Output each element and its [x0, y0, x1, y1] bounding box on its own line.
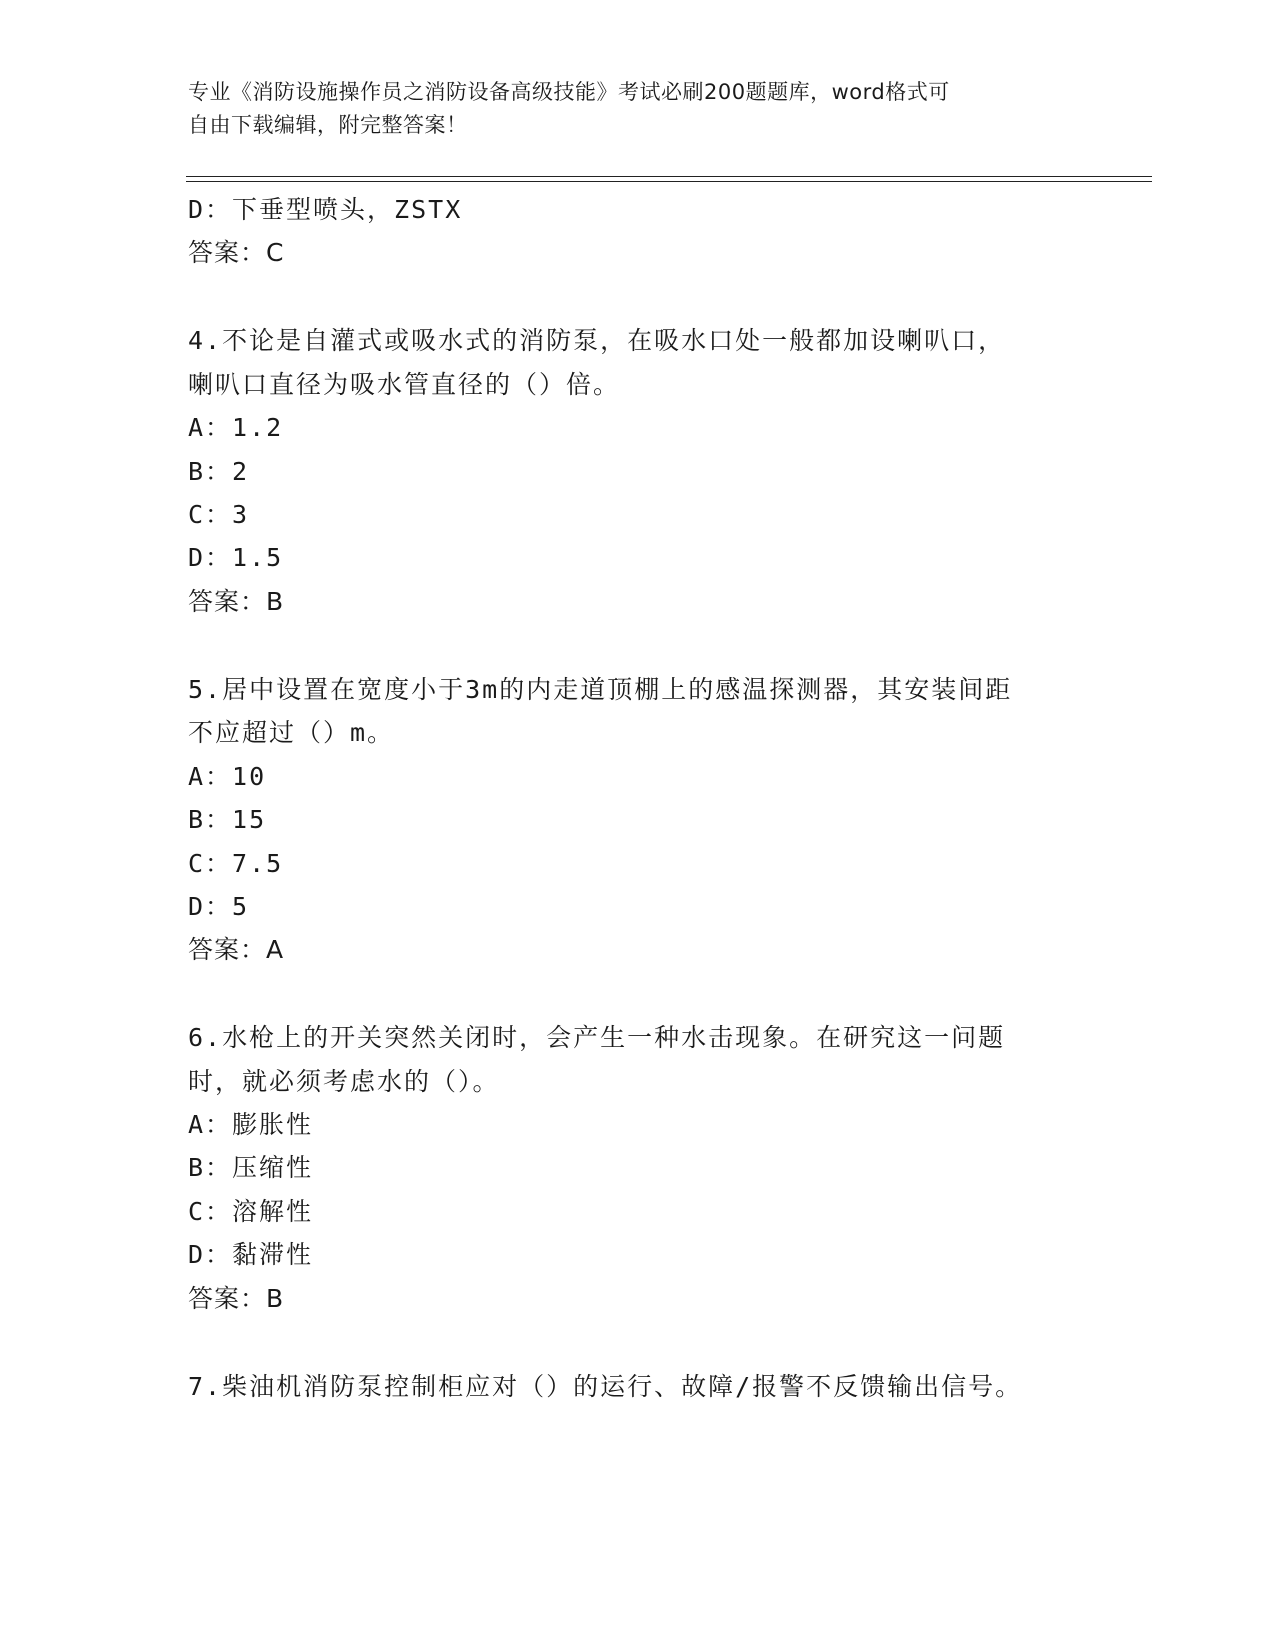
q6-option-c: C：溶解性 — [188, 1197, 314, 1226]
q6-option-a: A：膨胀性 — [188, 1110, 314, 1139]
q5-option-a: A：10 — [188, 762, 267, 791]
prev-answer: 答案：C — [188, 238, 285, 267]
q4-stem-line-2: 喇叭口直径为吸水管直径的（）倍。 — [188, 370, 621, 399]
q4-option-c: C：3 — [188, 500, 250, 529]
header-divider-top — [186, 176, 1152, 177]
q4-option-d: D：1.5 — [188, 543, 284, 572]
q7-stem-line-1: 7.柴油机消防泵控制柜应对（）的运行、故障/报警不反馈输出信号。 — [188, 1372, 1023, 1401]
q4-answer: 答案：B — [188, 587, 285, 616]
q6-answer: 答案：B — [188, 1284, 285, 1313]
prev-option-d: D：下垂型喷头，ZSTX — [188, 195, 463, 224]
q5-answer: 答案：A — [188, 935, 285, 964]
q5-option-c: C：7.5 — [188, 849, 284, 878]
q6-option-d: D：黏滞性 — [188, 1240, 314, 1269]
q6-stem-line-1: 6.水枪上的开关突然关闭时，会产生一种水击现象。在研究这一问题 — [188, 1023, 1006, 1052]
q5-stem-line-2: 不应超过（）m。 — [188, 718, 395, 747]
header-divider-bottom — [186, 181, 1152, 182]
q5-option-d: D：5 — [188, 892, 250, 921]
q6-option-b: B：压缩性 — [188, 1153, 314, 1182]
q4-option-a: A：1.2 — [188, 413, 284, 442]
document-header — [188, 76, 1088, 142]
header-line-2: 自由下载编辑，附完整答案！ — [188, 113, 468, 137]
q4-option-b: B：2 — [188, 457, 250, 486]
q6-stem-line-2: 时，就必须考虑水的（）。 — [188, 1067, 500, 1096]
q5-stem-line-1: 5.居中设置在宽度小于3m的内走道顶棚上的感温探测器，其安装间距 — [188, 675, 1013, 704]
q5-option-b: B：15 — [188, 805, 267, 834]
header-line-1: 专业《消防设施操作员之消防设备高级技能》考试必刷200题题库，word格式可 — [188, 80, 950, 104]
q4-stem-line-1: 4.不论是自灌式或吸水式的消防泵，在吸水口处一般都加设喇叭口， — [188, 326, 1006, 355]
